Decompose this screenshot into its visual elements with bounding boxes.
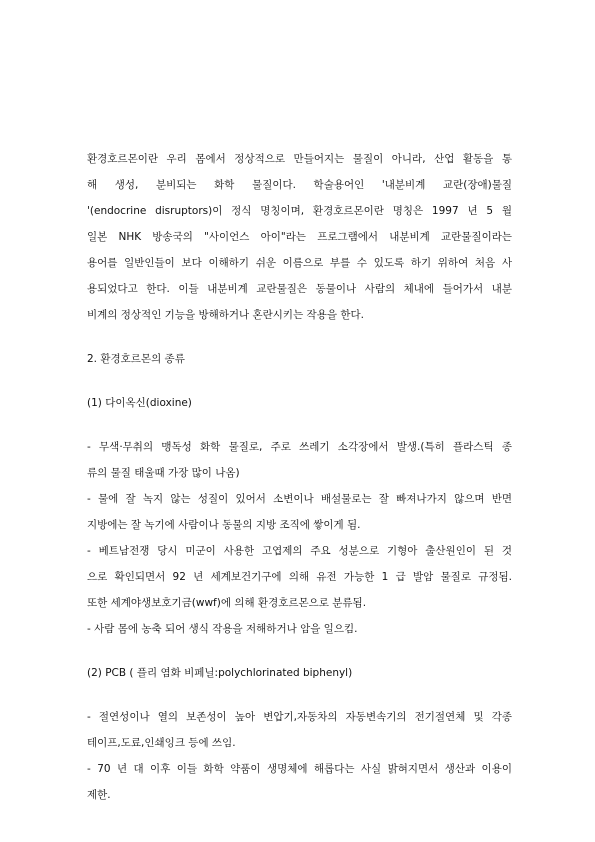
intro-line-3: '(endocrine disruptors)이 정식 명칭이며, 환경호르몬이란 명칭은 1997 년 5 월 (87, 205, 512, 217)
intro-line-6: 용되었다고 한다. 이들 내분비계 교란물질은 동물이나 사람의 체내에 들어가서 내분 (87, 283, 512, 295)
pcb-line-1: - 절연성이나 열의 보존성이 높아 변압기,자동차의 자동변속기의 전기절연체 및 각종 (87, 711, 512, 723)
dioxin-line-2: 류의 물질 태울때 가장 많이 나옴) (87, 467, 240, 479)
intro-line-1: 환경호르몬이란 우리 몸에서 정상적으로 만들어지는 물질이 아니라, 산업 활동을 통 (87, 153, 512, 165)
dioxin-line-8: - 사람 몸에 농축 되어 생식 작용을 저해하거나 암을 일으킴. (87, 623, 358, 635)
intro-line-4: 일본 NHK 방송국의 "사이언스 아이"라는 프로그램에서 내분비계 교란물질이라는 (87, 231, 512, 243)
dioxin-line-1: - 무색·무취의 맹독성 화학 물질로, 주로 쓰레기 소각장에서 발생.(특히 플라스틱 종 (87, 441, 512, 453)
dioxin-line-5: - 베트남전쟁 당시 미군이 사용한 고엽제의 주요 성분으로 기형아 출산원인이 된 것 (87, 545, 512, 557)
dioxin-heading: (1) 다이옥신(dioxine) (87, 397, 192, 409)
pcb-line-3: - 70 년 대 이후 이들 화학 약품이 생명체에 해롭다는 사실 밝혀지면서 생산과 이용이 (87, 763, 512, 775)
pcb-heading: (2) PCB ( 플리 염화 비페닐:polychlorinated biphenyl) (87, 667, 353, 679)
dioxin-line-3: - 물에 잘 녹지 않는 성질이 있어서 소변이나 배설물로는 잘 빠져나가지 않으며 반면 (87, 493, 512, 505)
pcb-line-2: 테이프,도료,인쇄잉크 등에 쓰임. (87, 737, 236, 749)
intro-line-2: 해 생성, 분비되는 화학 물질이다. 학술용어인 '내분비계 교란(장애)물질 (87, 179, 512, 191)
dioxin-line-6: 으로 확인되면서 92 년 세계보건기구에 의해 유전 가능한 1 급 발암 물질로 규정됨. (87, 571, 512, 583)
pcb-line-4: 제한. (87, 789, 111, 801)
dioxin-line-7: 또한 세계야생보호기금(wwf)에 의해 환경호르몬으로 분류됨. (87, 597, 367, 609)
intro-line-7: 비계의 정상적인 기능을 방해하거나 혼란시키는 작용을 한다. (87, 309, 364, 321)
section-heading: 2. 환경호르몬의 종류 (87, 353, 185, 365)
dioxin-line-4: 지방에는 잘 녹기에 사람이나 동물의 지방 조직에 쌓이게 됨. (87, 519, 361, 531)
intro-line-5: 용어를 일반인들이 보다 이해하기 쉬운 이름으로 부를 수 있도록 하기 위하여 처음 사 (87, 257, 512, 269)
